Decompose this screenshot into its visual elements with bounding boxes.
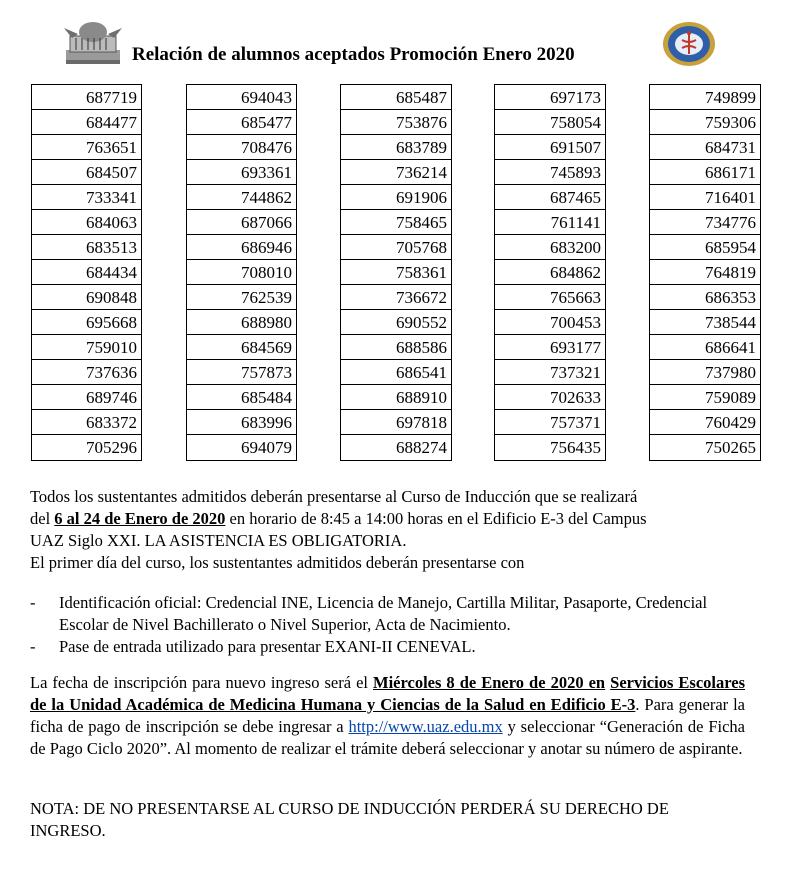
paragraph-line: El primer día del curso, los sustentantes admitidos deberán presentarse con <box>30 553 525 572</box>
student-number-cell: 761141 <box>495 210 605 235</box>
student-number-column-2 <box>186 84 297 461</box>
student-number-cell: 695668 <box>32 310 141 335</box>
student-number-cell: 758361 <box>341 260 451 285</box>
list-item-text: Pase de entrada utilizado para presentar EXANI-II CENEVAL. <box>59 637 476 656</box>
course-dates: 6 al 24 de Enero de 2020 <box>54 509 226 528</box>
student-number-cell: 687465 <box>495 185 605 210</box>
student-number-cell: 758054 <box>495 110 605 135</box>
student-number-cell: 745893 <box>495 160 605 185</box>
requirements-list <box>30 592 745 658</box>
student-number-cell: 700453 <box>495 310 605 335</box>
student-number-cell: 684063 <box>32 210 141 235</box>
student-number-cell: 694079 <box>241 438 292 457</box>
paragraph-line: UAZ Siglo XXI. LA ASISTENCIA ES OBLIGATORIA. <box>30 531 407 550</box>
paragraph-text: y seleccionar “Generación de Ficha de Pago Ciclo 2020”. Al momento de realizar el trámite deberá seleccionar y anotar su número de aspirante. <box>30 717 745 758</box>
paragraph-text: en horario de 8:45 a 14:00 horas en el Edificio E-3 del Campus <box>225 509 647 528</box>
student-number-column-3 <box>340 84 452 461</box>
note-paragraph: NOTA: DE NO PRESENTARSE AL CURSO DE INDUCCIÓN PERDERÁ SU DERECHO DE INGRESO. <box>30 799 669 840</box>
student-number-cell: 685477 <box>187 110 296 135</box>
student-number-column-5 <box>649 84 761 461</box>
student-number-column-4 <box>494 84 606 461</box>
paragraph-text: . Para generar la ficha de pago de inscripción se debe ingresar a <box>30 695 745 736</box>
student-number-cell: 702633 <box>495 385 605 410</box>
student-number-cell: 762539 <box>187 285 296 310</box>
dash-bullet: - <box>30 593 36 612</box>
student-number-cell: 738544 <box>650 310 760 335</box>
student-number-cell: 756435 <box>550 438 601 457</box>
student-number-cell: 759089 <box>650 385 760 410</box>
student-number-cell: 688910 <box>341 385 451 410</box>
student-number-cell: 733341 <box>32 185 141 210</box>
student-number-cell: 737321 <box>495 360 605 385</box>
student-number-cell: 684862 <box>495 260 605 285</box>
dash-bullet: - <box>30 637 36 656</box>
paragraph-text: La fecha de inscripción para nuevo ingreso será el <box>30 673 373 692</box>
student-number-cell: 689746 <box>32 385 141 410</box>
student-number-cell: 683789 <box>341 135 451 160</box>
student-number-cell: 683372 <box>32 410 141 435</box>
student-number-cell: 687719 <box>32 85 141 110</box>
enrollment-place: Servicios Escolares de la Unidad Académica de Medicina Humana y Ciencias de la Salud en Edificio E-3 <box>30 673 746 714</box>
page-title: Relación de alumnos aceptados Promoción Enero 2020 <box>132 44 575 65</box>
student-number-cell: 750265 <box>705 438 756 457</box>
medicine-unit-emblem-icon <box>662 20 716 68</box>
student-number-cell: 684569 <box>187 335 296 360</box>
student-number-cell: 708476 <box>187 135 296 160</box>
student-number-cell: 686541 <box>341 360 451 385</box>
paragraph-text: del <box>30 509 51 528</box>
student-number-cell: 683200 <box>495 235 605 260</box>
list-item <box>30 636 745 658</box>
paragraph-line: Todos los sustentantes admitidos deberán presentarse al Curso de Inducción que se realizará <box>30 487 638 506</box>
student-number-cell: 686171 <box>650 160 760 185</box>
student-number-cell: 683996 <box>187 410 296 435</box>
student-number-cell: 684507 <box>32 160 141 185</box>
university-seal-icon <box>62 20 124 66</box>
student-number-cell: 734776 <box>650 210 760 235</box>
student-number-cell: 760429 <box>650 410 760 435</box>
student-number-cell: 697173 <box>495 85 605 110</box>
student-number-cell: 688586 <box>341 335 451 360</box>
student-number-cell: 737980 <box>650 360 760 385</box>
student-number-cell: 693177 <box>495 335 605 360</box>
list-item <box>30 592 745 636</box>
student-number-cell: 705768 <box>341 235 451 260</box>
student-number-cell: 759010 <box>32 335 141 360</box>
student-number-cell: 736672 <box>341 285 451 310</box>
student-number-cell: 684434 <box>32 260 141 285</box>
uaz-website-link[interactable]: http://www.uaz.edu.mx <box>348 717 503 736</box>
student-number-cell: 686641 <box>650 335 760 360</box>
document-header <box>60 14 740 70</box>
student-number-cell: 691507 <box>495 135 605 160</box>
paragraph-line <box>30 508 745 530</box>
student-number-cell: 759306 <box>650 110 760 135</box>
student-number-cell: 686946 <box>187 235 296 260</box>
student-number-cell: 708010 <box>187 260 296 285</box>
student-number-cell: 687066 <box>187 210 296 235</box>
student-number-cell: 693361 <box>187 160 296 185</box>
student-number-cell: 694043 <box>187 85 296 110</box>
student-number-cell: 763651 <box>32 135 141 160</box>
student-number-cell: 744862 <box>187 185 296 210</box>
student-number-cell: 684731 <box>650 135 760 160</box>
student-number-cell: 737636 <box>32 360 141 385</box>
student-number-cell: 691906 <box>341 185 451 210</box>
student-number-cell: 757873 <box>187 360 296 385</box>
student-number-cell: 688274 <box>396 438 447 457</box>
student-number-cell: 736214 <box>341 160 451 185</box>
student-number-cell: 690552 <box>341 310 451 335</box>
student-number-cell: 685484 <box>187 385 296 410</box>
student-number-cell: 749899 <box>650 85 760 110</box>
student-number-cell: 685954 <box>650 235 760 260</box>
student-number-cell: 684477 <box>32 110 141 135</box>
enrollment-date: Miércoles 8 de Enero de 2020 en <box>373 673 606 692</box>
student-number-cell: 686353 <box>650 285 760 310</box>
enrollment-paragraph <box>30 672 745 760</box>
induction-course-paragraph <box>30 486 745 574</box>
student-number-cell: 757371 <box>495 410 605 435</box>
student-number-cell: 758465 <box>341 210 451 235</box>
student-number-cell: 753876 <box>341 110 451 135</box>
student-number-cell: 705296 <box>86 438 137 457</box>
student-number-cell: 683513 <box>32 235 141 260</box>
student-number-column-1 <box>31 84 142 461</box>
student-number-cell: 690848 <box>32 285 141 310</box>
student-number-cell: 697818 <box>341 410 451 435</box>
list-item-text: Identificación oficial: Credencial INE, Licencia de Manejo, Cartilla Militar, Pasaporte, Credencial Escolar de Nivel Bachillerato o Nivel Superior, Acta de Nacimiento. <box>59 593 708 634</box>
student-number-cell: 716401 <box>650 185 760 210</box>
student-number-cell: 685487 <box>341 85 451 110</box>
student-number-cell: 688980 <box>187 310 296 335</box>
student-number-cell: 764819 <box>650 260 760 285</box>
student-number-cell: 765663 <box>495 285 605 310</box>
